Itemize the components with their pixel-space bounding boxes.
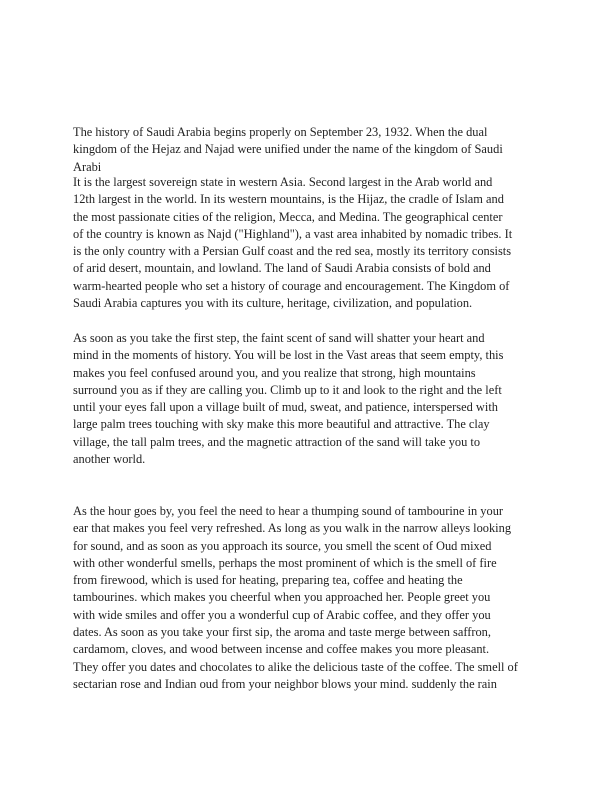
- text-line: village, the tall palm trees, and the magnetic attraction of the sand will take you to: [73, 434, 481, 449]
- text-line: It is the largest sovereign state in western Asia. Second largest in the Arab world and: [73, 175, 493, 189]
- text-line: until your eyes fall upon a village built of mud, sweat, and patience, interspersed with: [73, 400, 498, 415]
- text-line: 12th largest in the world. In its western mountains, is the Hijaz, the cradle of Islam and: [73, 192, 504, 207]
- text-line: dates. As soon as you take your first sip, the aroma and taste merge between saffron,: [73, 625, 491, 640]
- text-line: with wide smiles and offer you a wonderful cup of Arabic coffee, and they offer you: [73, 607, 491, 622]
- text-line: warm-hearted people who set a history of courage and encouragement. The Kingdom of: [73, 278, 510, 293]
- text-line: surround you as if they are calling you. Climb up to it and look to the right and the left: [73, 382, 502, 397]
- text-line: Saudi Arabia captures you with its culture, heritage, civilization, and population.: [73, 296, 473, 311]
- text-line: cardamom, cloves, and wood between incense and coffee makes you more pleasant.: [73, 642, 490, 657]
- text-line: of arid desert, mountain, and lowland. The land of Saudi Arabia consists of bold and: [73, 261, 491, 276]
- text-line: for sound, and as soon as you approach its source, you smell the scent of Oud mixed: [73, 538, 492, 553]
- text-line: of the country is known as Najd ("Highland"), a vast area inhabited by nomadic tribes. It: [73, 226, 513, 241]
- paragraph-geography: [73, 174, 553, 312]
- paragraph-intro: [73, 124, 553, 176]
- text-line: As the hour goes by, you feel the need to hear a thumping sound of tambourine in your: [73, 504, 504, 518]
- text-line: They offer you dates and chocolates to alike the delicious taste of the coffee. The smell of: [73, 659, 518, 674]
- text-line: from firewood, which is used for heating, preparing tea, coffee and heating the: [73, 573, 463, 588]
- text-line: ear that makes you feel very refreshed. As long as you walk in the narrow alleys looking: [73, 521, 512, 536]
- text-line: is the only country with a Persian Gulf coast and the red sea, mostly its territory consists: [73, 244, 512, 259]
- text-line: Arabi: [73, 159, 102, 174]
- paragraph-first-step: [73, 330, 553, 468]
- text-line: makes you feel confused around you, and you realize that strong, high mountains: [73, 365, 476, 380]
- text-line: mind in the moments of history. You will be lost in the Vast areas that seem empty, this: [73, 348, 504, 363]
- text-line: kingdom of the Hejaz and Najad were unified under the name of the kingdom of Saudi: [73, 142, 503, 157]
- text-line: another world.: [73, 452, 146, 467]
- text-line: large palm trees touching with sky make this more beautiful and attractive. The clay: [73, 417, 490, 432]
- text-line: with other wonderful smells, perhaps the most prominent of which is the smell of fire: [73, 555, 497, 570]
- text-line: tambourines. which makes you cheerful when you approached her. People greet you: [73, 590, 491, 605]
- text-line: The history of Saudi Arabia begins properly on September 23, 1932. When the dual: [73, 125, 488, 139]
- text-line: the most passionate cities of the religion, Mecca, and Medina. The geographical center: [73, 209, 503, 224]
- paragraph-hour: [73, 503, 553, 693]
- text-line: sectarian rose and Indian oud from your neighbor blows your mind. suddenly the rain: [73, 676, 497, 691]
- text-line: As soon as you take the first step, the faint scent of sand will shatter your heart and: [73, 331, 485, 345]
